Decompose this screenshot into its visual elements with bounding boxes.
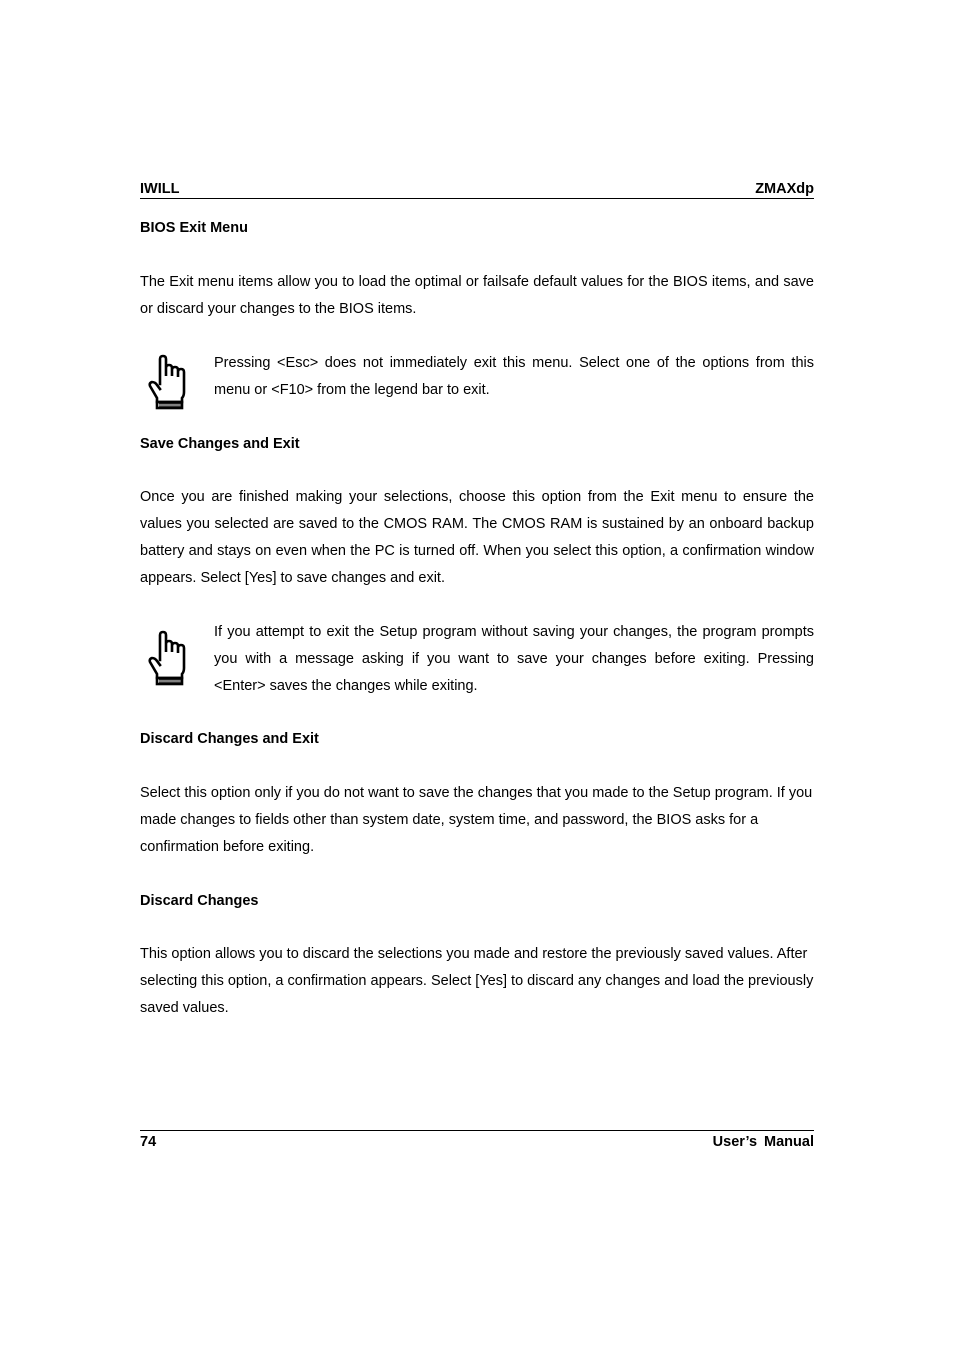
page-header xyxy=(140,181,814,199)
pointing-hand-icon xyxy=(146,354,194,410)
esc-note: Pressing <Esc> does not immediately exit this menu. Select one of the options from this menu or <F10> from the legend bar to exit. xyxy=(214,355,814,398)
save-exit-paragraph: Once you are finished making your selections, choose this option from the Exit menu to ensure the values you selected are saved to the CMOS RAM. The CMOS RAM is sustained by an onboard backup battery and stays on even when the PC is turned off. When you select this option, a confirmation window appears. Select [Yes] to save changes and exit. xyxy=(140,489,814,586)
discard-exit-paragraph: Select this option only if you do not want to save the changes that you made to the Setup program. If you made changes to fields other than system date, system time, and password, the BIOS asks for a confirmation before exiting. xyxy=(140,785,813,855)
page-number: 74 xyxy=(140,1134,157,1150)
pointing-hand-icon xyxy=(146,630,194,686)
header-model: ZMAXdp xyxy=(755,181,814,197)
unsaved-changes-note: If you attempt to exit the Setup program without saving your changes, the program prompts you with a message asking if you want to save your changes before exiting. Pressing <Enter> saves the changes while exiting. xyxy=(214,624,814,694)
discard-paragraph: This option allows you to discard the selections you made and restore the previously saved values. After selecting this option, a confirmation appears. Select [Yes] to discard any changes and load the previously saved values. xyxy=(140,946,814,1016)
save-exit-heading: Save Changes and Exit xyxy=(140,436,300,452)
page-footer xyxy=(140,1130,814,1150)
header-brand: IWILL xyxy=(140,181,180,197)
discard-heading: Discard Changes xyxy=(140,893,259,909)
footer-manual-label: User’s Manual xyxy=(712,1134,814,1150)
intro-paragraph: The Exit menu items allow you to load the optimal or failsafe default values for the BIOS items, and save or discard your changes to the BIOS items. xyxy=(140,274,814,317)
discard-exit-heading: Discard Changes and Exit xyxy=(140,731,319,747)
section-title: BIOS Exit Menu xyxy=(140,220,248,236)
